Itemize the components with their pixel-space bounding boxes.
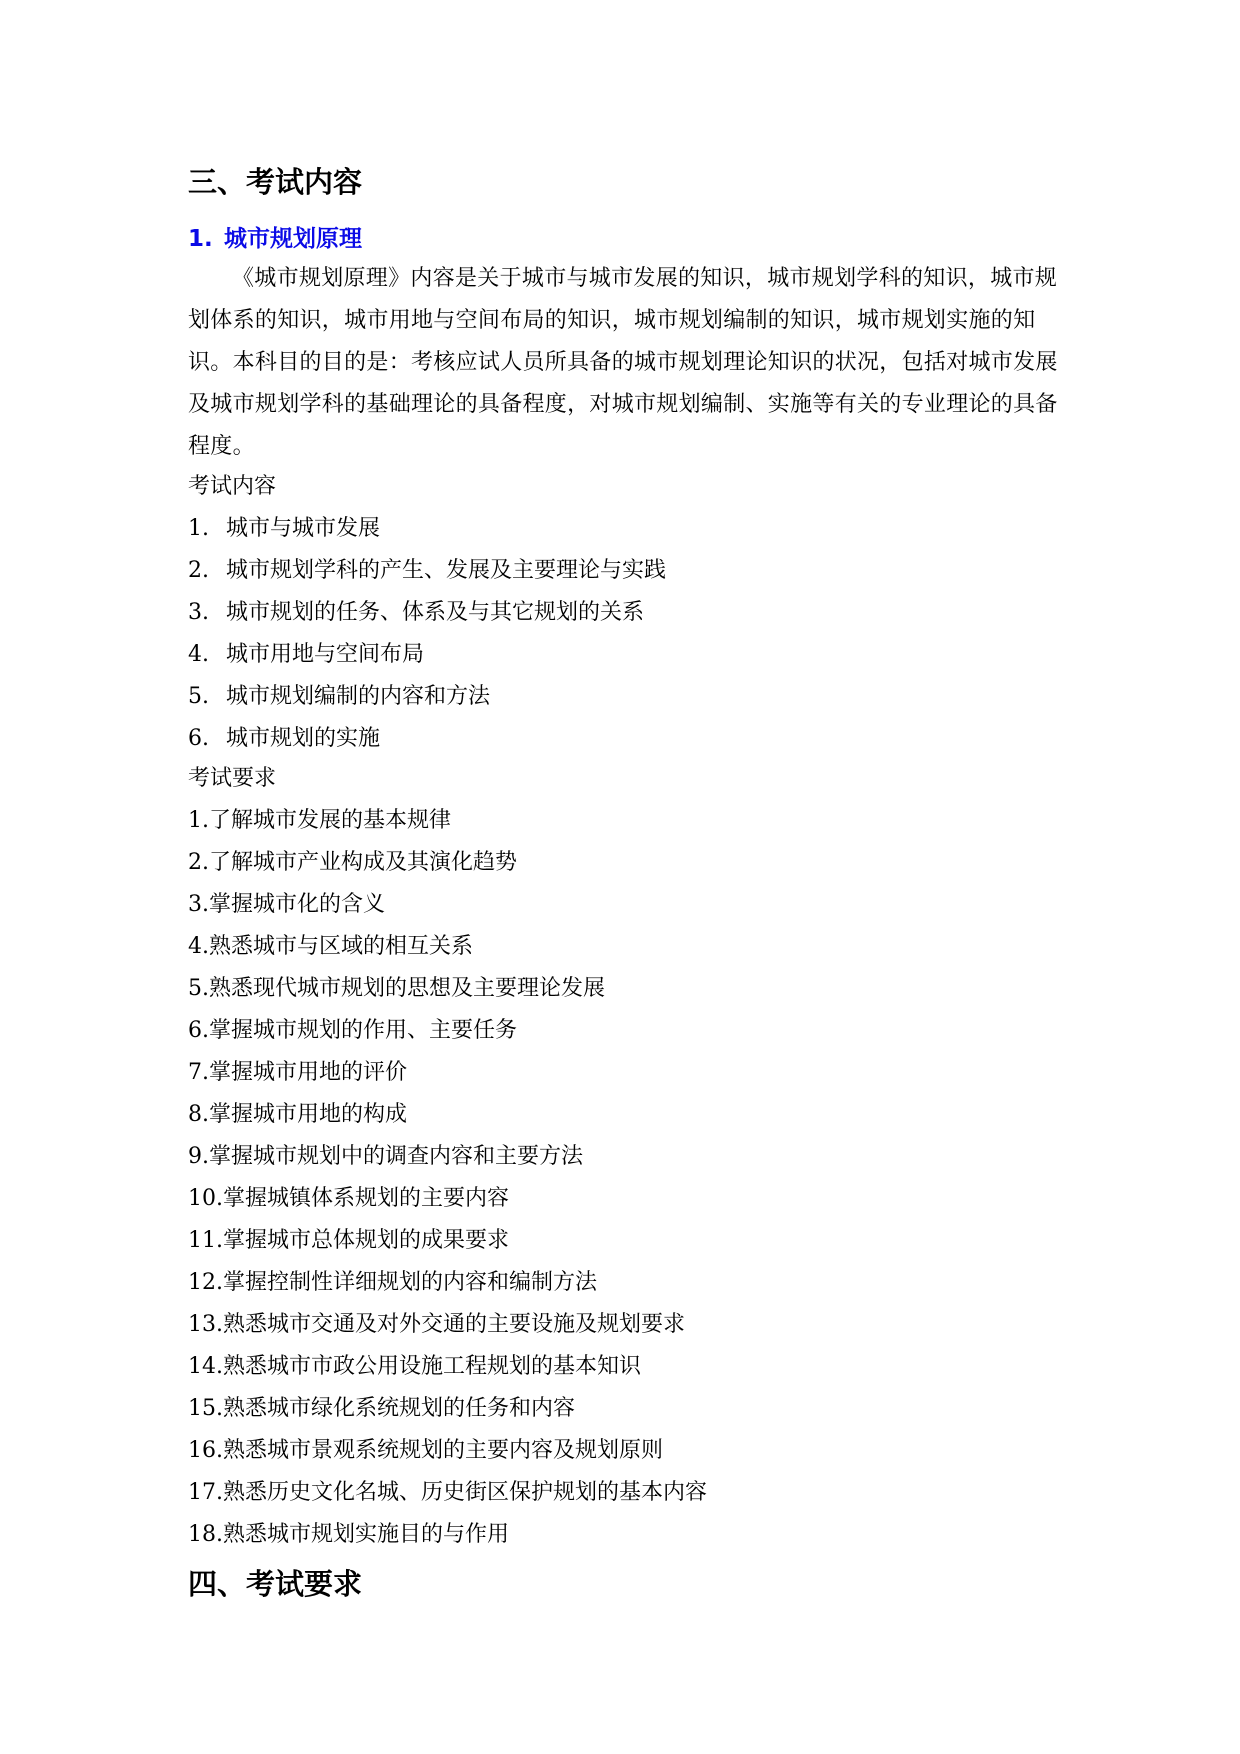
list-item: 16.熟悉城市景观系统规划的主要内容及规划原则 bbox=[188, 1438, 663, 1463]
list-item: 3.掌握城市化的含义 bbox=[188, 892, 385, 917]
list-item: 12.掌握控制性详细规划的内容和编制方法 bbox=[188, 1270, 597, 1295]
list-item: 11.掌握城市总体规划的成果要求 bbox=[188, 1228, 509, 1253]
exam-content-list bbox=[188, 508, 666, 760]
exam-requirements-label: 考试要求 bbox=[188, 766, 277, 791]
list-item: 9.掌握城市规划中的调查内容和主要方法 bbox=[188, 1144, 583, 1169]
list-item: 4. 城市用地与空间布局 bbox=[188, 642, 425, 667]
list-item: 2.了解城市产业构成及其演化趋势 bbox=[188, 850, 517, 875]
list-item: 17.熟悉历史文化名城、历史街区保护规划的基本内容 bbox=[188, 1480, 707, 1505]
list-item: 14.熟悉城市市政公用设施工程规划的基本知识 bbox=[188, 1354, 641, 1379]
list-item: 5.熟悉现代城市规划的思想及主要理论发展 bbox=[188, 976, 605, 1001]
list-item: 6. 城市规划的实施 bbox=[188, 726, 381, 751]
list-item: 13.熟悉城市交通及对外交通的主要设施及规划要求 bbox=[188, 1312, 685, 1337]
intro-paragraph: 《城市规划原理》内容是关于城市与城市发展的知识，城市规划学科的知识，城市规划体系的知识，城市用地与空间布局的知识，城市规划编制的知识，城市规划实施的知识。本科目的目的是：考核应试人员所具备的城市规划理论知识的状况，包括对城市发展及城市规划学科的基础理论的具备程度，对城市规划编制、实施等有关的专业理论的具备程度。 bbox=[188, 266, 1058, 459]
list-item: 1.了解城市发展的基本规律 bbox=[188, 808, 451, 833]
list-item: 8.掌握城市用地的构成 bbox=[188, 1102, 407, 1127]
section-heading-exam-content: 三、考试内容 bbox=[188, 165, 363, 199]
subsection-title: 城市规划原理 bbox=[224, 226, 362, 252]
exam-requirements-list bbox=[188, 800, 707, 1556]
subsection-heading-urban-planning-principles bbox=[188, 222, 362, 256]
subsection-number: 1. bbox=[188, 226, 213, 252]
list-item: 5. 城市规划编制的内容和方法 bbox=[188, 684, 491, 709]
list-item: 2. 城市规划学科的产生、发展及主要理论与实践 bbox=[188, 558, 667, 583]
list-item: 6.掌握城市规划的作用、主要任务 bbox=[188, 1018, 517, 1043]
section-heading-exam-requirements: 四、考试要求 bbox=[188, 1567, 363, 1601]
list-item: 18.熟悉城市规划实施目的与作用 bbox=[188, 1522, 509, 1547]
list-item: 7.掌握城市用地的评价 bbox=[188, 1060, 407, 1085]
list-item: 10.掌握城镇体系规划的主要内容 bbox=[188, 1186, 509, 1211]
exam-content-label: 考试内容 bbox=[188, 474, 277, 499]
list-item: 4.熟悉城市与区域的相互关系 bbox=[188, 934, 473, 959]
list-item: 1. 城市与城市发展 bbox=[188, 516, 381, 541]
list-item: 15.熟悉城市绿化系统规划的任务和内容 bbox=[188, 1396, 575, 1421]
list-item: 3. 城市规划的任务、体系及与其它规划的关系 bbox=[188, 600, 645, 625]
